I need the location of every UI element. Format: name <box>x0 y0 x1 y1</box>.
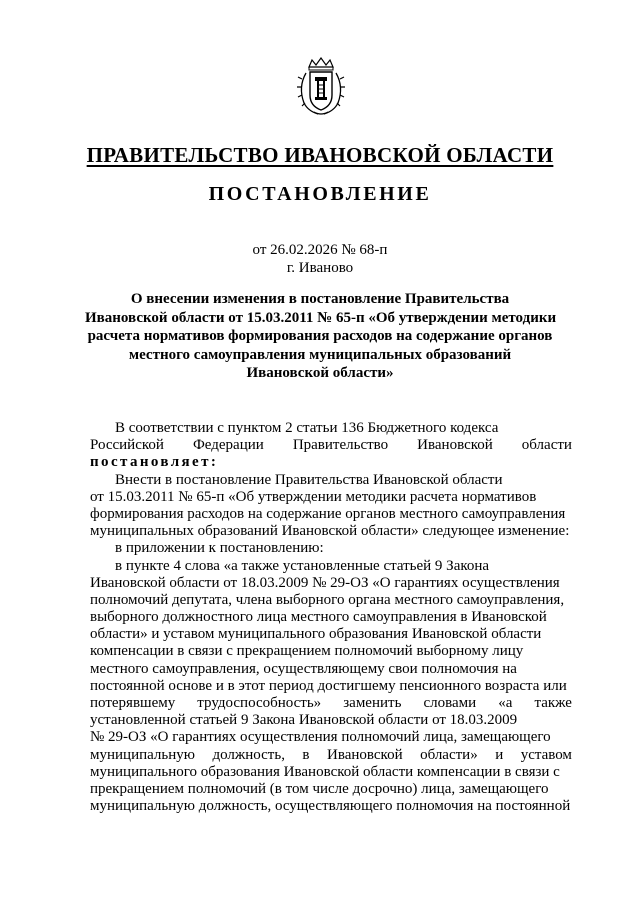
body-line: выборного должностного лица местного самоуправления в Ивановской <box>90 609 547 626</box>
body-line-justified <box>90 747 572 764</box>
body-line: постоянной основе и в этот период достигшему пенсионного возраста или <box>90 677 567 694</box>
body-word: Ивановской <box>326 746 403 763</box>
subject-line: О внесении изменения в постановление Правительства <box>130 291 510 307</box>
body-line: прекращением полномочий (в том числе досрочно) лица, замещающего <box>90 780 549 797</box>
body-word: Правительство <box>292 437 389 454</box>
subject-line: расчета нормативов формирования расходов на содержание органов <box>87 328 553 344</box>
body-word: муниципальную <box>90 746 195 763</box>
body-word: потерявшему <box>90 695 176 711</box>
government-title: ПРАВИТЕЛЬСТВО ИВАНОВСКОЙ ОБЛАСТИ <box>86 143 554 167</box>
body-line: В соответствии с пунктом 2 статьи 136 Бюджетного кодекса <box>115 420 499 436</box>
body-line: в пункте 4 слова «а также установленные статьей 9 Закона <box>115 557 490 574</box>
body-word: и <box>495 746 504 763</box>
body-word: трудоспособность» <box>197 695 322 711</box>
body-line: № 29-ОЗ «О гарантиях осуществления полномочий лица, замещающего <box>90 729 551 746</box>
body-word: области» <box>420 746 478 763</box>
body-line: от 15.03.2011 № 65-п «Об утверждении методики расчета нормативов <box>90 488 537 505</box>
body-word: уставом <box>520 746 572 763</box>
body-word: также <box>534 695 572 711</box>
body-word: области <box>521 437 572 454</box>
decree-body <box>90 420 572 815</box>
body-word: Федерации <box>192 437 264 454</box>
body-line: местного самоуправления, осуществляющему свои полномочия на <box>90 660 517 677</box>
city: г. Иваново <box>286 260 354 276</box>
subject-line: Ивановской области от 15.03.2011 № 65-п «Об утверждении методики <box>85 309 557 326</box>
body-line: полномочий депутата, члена выборного органа местного самоуправления, <box>90 591 565 608</box>
date-number: от 26.02.2026 № 68-п <box>252 242 388 258</box>
body-line: муниципального образования Ивановской области компенсации в связи с <box>90 763 560 780</box>
document-type-heading: ПОСТАНОВЛЕНИЕ <box>208 183 432 205</box>
body-line: компенсации в связи с прекращением полномочий выборному лицу <box>90 643 524 660</box>
subject-line: местного самоуправления муниципальных образований <box>128 346 512 363</box>
decree-subject <box>85 290 555 383</box>
body-line: Внести в постановление Правительства Ивановской области <box>115 471 503 488</box>
body-line: установленной статьей 9 Закона Ивановской области от 18.03.2009 <box>90 712 518 729</box>
body-line: формирования расходов на содержание органов местного самоуправления <box>90 505 566 522</box>
body-line: в приложении к постановлению: <box>115 540 324 557</box>
body-word: в <box>302 746 310 763</box>
subject-line: Ивановской области» <box>246 365 394 381</box>
body-word: должность, <box>212 746 285 763</box>
body-word: Ивановской <box>417 437 493 454</box>
decree-word: постановляет: <box>90 454 219 471</box>
body-word: заменить <box>343 695 402 711</box>
body-line: муниципальную должность, осуществляющего полномочия на постоянной <box>90 798 571 815</box>
body-line-justified <box>90 437 572 454</box>
body-line-justified <box>90 695 572 712</box>
body-word: Российской <box>90 437 164 454</box>
decree-word-line <box>90 454 572 471</box>
body-line: муниципальных образований Ивановской области» следующее изменение: <box>90 523 570 540</box>
ivanovo-coat-of-arms-icon <box>296 57 346 117</box>
body-word: словами <box>423 695 477 711</box>
body-line: области» и уставом муниципального образования Ивановской области <box>90 626 542 643</box>
body-line: Ивановской области от 18.03.2009 № 29-ОЗ «О гарантиях осуществления <box>90 574 560 591</box>
body-word: «а <box>498 695 513 711</box>
